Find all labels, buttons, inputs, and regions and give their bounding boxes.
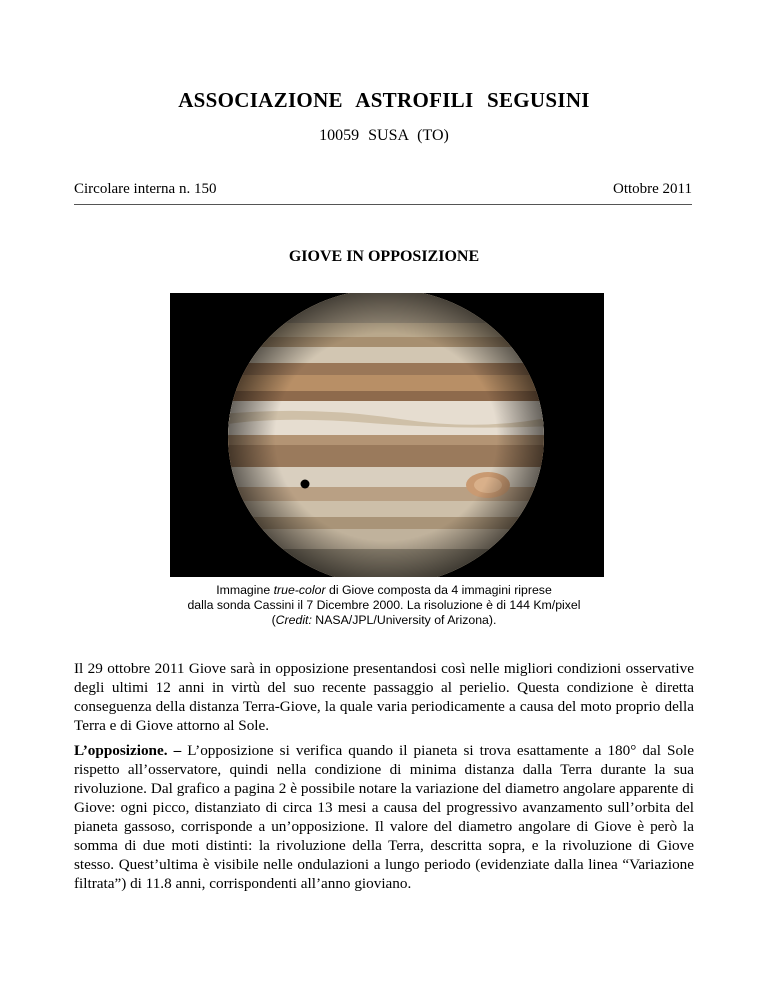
paragraph-lead: L’opposizione. –: [74, 742, 182, 759]
caption-text: Immagine: [216, 583, 274, 597]
jupiter-image: [170, 293, 604, 577]
jupiter-photo: [170, 293, 604, 577]
organization-name: ASSOCIAZIONE ASTROFILI SEGUSINI: [178, 88, 590, 112]
organization-address: 10059 SUSA (TO): [319, 127, 449, 144]
caption-text: (: [271, 613, 276, 627]
paragraph-opposition: [74, 741, 694, 893]
circular-date: Ottobre 2011: [612, 181, 692, 197]
circular-number: Circolare interna n. 150: [74, 181, 217, 197]
image-caption: [100, 583, 668, 628]
caption-text: di Giove composta da 4 immagini riprese: [325, 583, 552, 597]
caption-credit: NASA/JPL/University of Arizona).: [311, 613, 497, 627]
document-title: GIOVE IN OPPOSIZIONE: [288, 248, 480, 265]
paragraph-intro: Il 29 ottobre 2011 Giove sarà in opposizione presentandosi così nelle migliori condizioni osservative degli ultimi 12 anni in virtù del suo recente passaggio al perielio. Questa condizione è diretta conseguenza della distanza Terra-Giove, la quale varia periodicamente a causa del moto proprio della Terra e di Giove attorno al Sole.: [74, 660, 694, 734]
paragraph-body: L’opposizione si verifica quando il pianeta si trova esattamente a 180° dal Sole rispetto all’osservatore, quindi nella condizione di minima distanza dalla Terra durante la sua rivoluzione. Dal grafico a pagina 2 è possibile notare la variazione del diametro angolare apparente di Giove: ogni picco, distanziato di circa 13 mesi a causa del progressivo avanzamento sull’orbita del pianeta gassoso, corrisponde a un’opposizione. Il valore del diametro angolare di Giove è però la somma di due moti distinti: la rivoluzione della Terra, descritta sopra, e la rivoluzione di Giove stesso. Quest’ultima è visibile nelle ondulazioni a lungo periodo (evidenziate dalla linea “Variazione filtrata”) di 11.8 anni, corrispondenti all’anno gioviano.: [74, 742, 695, 892]
caption-emphasis: true-color: [273, 583, 326, 597]
caption-credit-label: Credit:: [275, 613, 312, 627]
header-divider: [74, 204, 692, 205]
caption-text: dalla sonda Cassini il 7 Dicembre 2000. La risoluzione è di 144 Km/pixel: [187, 598, 581, 612]
